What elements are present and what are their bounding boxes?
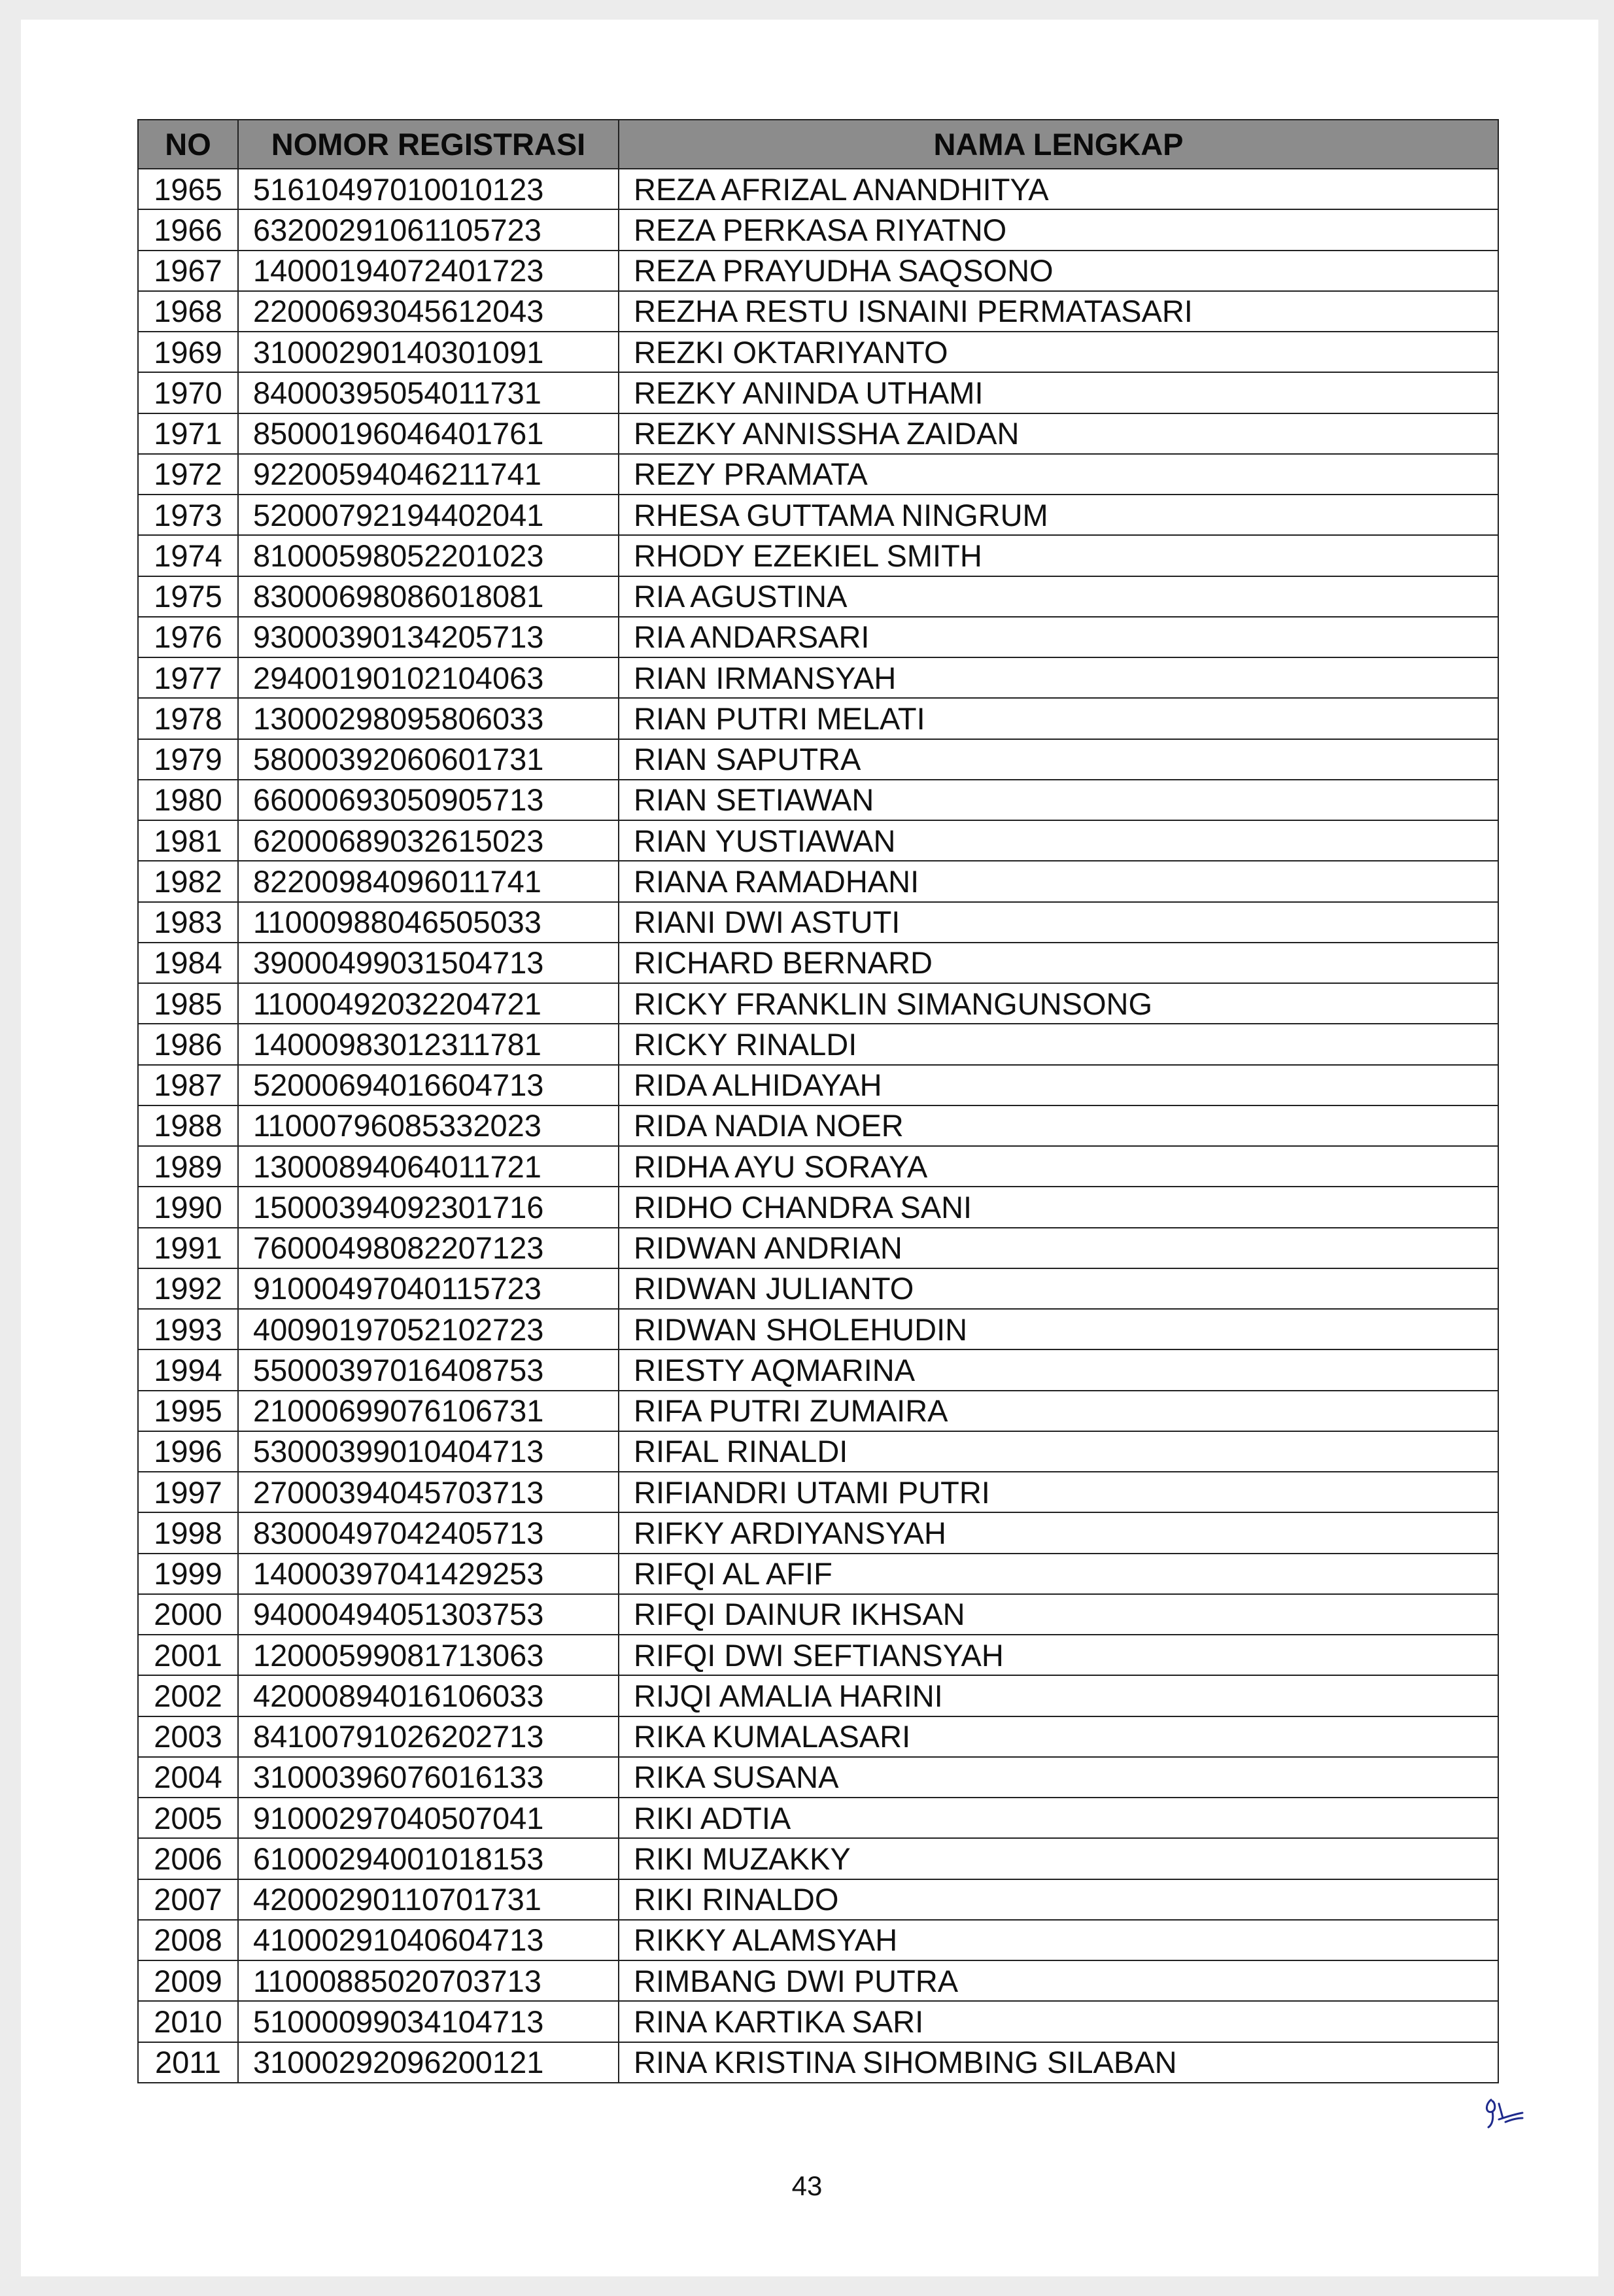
row-number-cell: 2011: [138, 2042, 238, 2083]
row-number-cell: 1992: [138, 1268, 238, 1309]
full-name-cell: RICHARD BERNARD: [619, 943, 1498, 983]
full-name-cell: REZA PRAYUDHA SAQSONO: [619, 251, 1498, 291]
table-header-row: [138, 120, 1498, 169]
full-name-cell: RIJQI AMALIA HARINI: [619, 1675, 1498, 1716]
table-row: [138, 1554, 1498, 1594]
registration-number-cell: 53000399010404713: [238, 1431, 619, 1472]
registration-number-cell: 42000894016106033: [238, 1675, 619, 1716]
registration-number-cell: 27000394045703713: [238, 1472, 619, 1512]
header-no: NO: [138, 120, 238, 169]
table-row: [138, 454, 1498, 495]
registration-number-cell: 42000290110701731: [238, 1879, 619, 1920]
registration-number-cell: 31000292096200121: [238, 2042, 619, 2083]
table-row: [138, 983, 1498, 1024]
registration-number-cell: 83000497042405713: [238, 1512, 619, 1553]
row-number-cell: 2005: [138, 1798, 238, 1838]
row-number-cell: 1990: [138, 1187, 238, 1227]
table-row: [138, 1675, 1498, 1716]
row-number-cell: 1979: [138, 739, 238, 780]
full-name-cell: RIDHO CHANDRA SANI: [619, 1187, 1498, 1227]
full-name-cell: REZHA RESTU ISNAINI PERMATASARI: [619, 291, 1498, 332]
full-name-cell: RIAN PUTRI MELATI: [619, 698, 1498, 739]
table-row: [138, 413, 1498, 454]
table-row: [138, 209, 1498, 250]
full-name-cell: RIANA RAMADHANI: [619, 861, 1498, 901]
table-row: [138, 1268, 1498, 1309]
full-name-cell: RIFA PUTRI ZUMAIRA: [619, 1391, 1498, 1431]
registration-number-cell: 13000894064011721: [238, 1146, 619, 1187]
row-number-cell: 1973: [138, 495, 238, 535]
registration-number-cell: 31000396076016133: [238, 1757, 619, 1798]
participant-table: [137, 119, 1499, 2083]
table-row: [138, 902, 1498, 943]
full-name-cell: RIKI ADTIA: [619, 1798, 1498, 1838]
full-name-cell: RICKY FRANKLIN SIMANGUNSONG: [619, 983, 1498, 1024]
row-number-cell: 1987: [138, 1065, 238, 1105]
registration-number-cell: 21000699076106731: [238, 1391, 619, 1431]
registration-number-cell: 66000693050905713: [238, 780, 619, 820]
registration-number-cell: 62000689032615023: [238, 820, 619, 861]
table-row: [138, 820, 1498, 861]
registration-number-cell: 91000297040507041: [238, 1798, 619, 1838]
row-number-cell: 1976: [138, 617, 238, 657]
table-row: [138, 1716, 1498, 1757]
row-number-cell: 2010: [138, 2001, 238, 2042]
row-number-cell: 1998: [138, 1512, 238, 1553]
full-name-cell: RINA KRISTINA SIHOMBING SILABAN: [619, 2042, 1498, 2083]
registration-number-cell: 81000598052201023: [238, 535, 619, 576]
registration-number-cell: 52000792194402041: [238, 495, 619, 535]
full-name-cell: RIFAL RINALDI: [619, 1431, 1498, 1472]
row-number-cell: 1972: [138, 454, 238, 495]
full-name-cell: RICKY RINALDI: [619, 1024, 1498, 1064]
registration-number-cell: 84100791026202713: [238, 1716, 619, 1757]
table-row: [138, 535, 1498, 576]
row-number-cell: 1985: [138, 983, 238, 1024]
full-name-cell: RIKI MUZAKKY: [619, 1838, 1498, 1879]
registration-number-cell: 11000492032204721: [238, 983, 619, 1024]
table-row: [138, 943, 1498, 983]
registration-number-cell: 55000397016408753: [238, 1349, 619, 1390]
row-number-cell: 2002: [138, 1675, 238, 1716]
full-name-cell: RIFQI AL AFIF: [619, 1554, 1498, 1594]
registration-number-cell: 15000394092301716: [238, 1187, 619, 1227]
full-name-cell: RIKA KUMALASARI: [619, 1716, 1498, 1757]
full-name-cell: RIESTY AQMARINA: [619, 1349, 1498, 1390]
registration-number-cell: 40090197052102723: [238, 1309, 619, 1349]
full-name-cell: RIKKY ALAMSYAH: [619, 1920, 1498, 1960]
full-name-cell: RIAN IRMANSYAH: [619, 657, 1498, 698]
table-row: [138, 2001, 1498, 2042]
table-row: [138, 169, 1498, 209]
table-row: [138, 1838, 1498, 1879]
table-row: [138, 332, 1498, 372]
participant-table-container: [137, 119, 1498, 2083]
registration-number-cell: 41000291040604713: [238, 1920, 619, 1960]
table-row: [138, 1105, 1498, 1146]
table-row: [138, 1349, 1498, 1390]
full-name-cell: RIAN SETIAWAN: [619, 780, 1498, 820]
row-number-cell: 1980: [138, 780, 238, 820]
table-row: [138, 1960, 1498, 2001]
full-name-cell: RIAN YUSTIAWAN: [619, 820, 1498, 861]
full-name-cell: RHODY EZEKIEL SMITH: [619, 535, 1498, 576]
table-row: [138, 1472, 1498, 1512]
full-name-cell: REZKY ANNISSHA ZAIDAN: [619, 413, 1498, 454]
row-number-cell: 1974: [138, 535, 238, 576]
row-number-cell: 1994: [138, 1349, 238, 1390]
registration-number-cell: 61000294001018153: [238, 1838, 619, 1879]
row-number-cell: 1988: [138, 1105, 238, 1146]
table-row: [138, 1228, 1498, 1268]
full-name-cell: RIFQI DWI SEFTIANSYAH: [619, 1635, 1498, 1675]
row-number-cell: 1982: [138, 861, 238, 901]
table-body: [138, 169, 1498, 2083]
table-row: [138, 1635, 1498, 1675]
table-row: [138, 1879, 1498, 1920]
full-name-cell: REZY PRAMATA: [619, 454, 1498, 495]
row-number-cell: 1999: [138, 1554, 238, 1594]
row-number-cell: 1965: [138, 169, 238, 209]
full-name-cell: RIDHA AYU SORAYA: [619, 1146, 1498, 1187]
registration-number-cell: 14000397041429253: [238, 1554, 619, 1594]
registration-number-cell: 93000390134205713: [238, 617, 619, 657]
table-row: [138, 1309, 1498, 1349]
full-name-cell: RIFIANDRI UTAMI PUTRI: [619, 1472, 1498, 1512]
registration-number-cell: 39000499031504713: [238, 943, 619, 983]
row-number-cell: 1991: [138, 1228, 238, 1268]
full-name-cell: RIFKY ARDIYANSYAH: [619, 1512, 1498, 1553]
row-number-cell: 1993: [138, 1309, 238, 1349]
registration-number-cell: 63200291061105723: [238, 209, 619, 250]
full-name-cell: RIA ANDARSARI: [619, 617, 1498, 657]
row-number-cell: 1997: [138, 1472, 238, 1512]
row-number-cell: 2001: [138, 1635, 238, 1675]
row-number-cell: 1995: [138, 1391, 238, 1431]
registration-number-cell: 14000194072401723: [238, 251, 619, 291]
registration-number-cell: 85000196046401761: [238, 413, 619, 454]
full-name-cell: RIDA NADIA NOER: [619, 1105, 1498, 1146]
table-row: [138, 617, 1498, 657]
table-row: [138, 657, 1498, 698]
row-number-cell: 1996: [138, 1431, 238, 1472]
registration-number-cell: 51000099034104713: [238, 2001, 619, 2042]
table-row: [138, 698, 1498, 739]
registration-number-cell: 22000693045612043: [238, 291, 619, 332]
table-row: [138, 372, 1498, 413]
full-name-cell: REZKY ANINDA UTHAMI: [619, 372, 1498, 413]
full-name-cell: REZA PERKASA RIYATNO: [619, 209, 1498, 250]
table-row: [138, 2042, 1498, 2083]
full-name-cell: RIAN SAPUTRA: [619, 739, 1498, 780]
table-row: [138, 1146, 1498, 1187]
full-name-cell: REZA AFRIZAL ANANDHITYA: [619, 169, 1498, 209]
registration-number-cell: 76000498082207123: [238, 1228, 619, 1268]
full-name-cell: RIKA SUSANA: [619, 1757, 1498, 1798]
header-registration-number: NOMOR REGISTRASI: [238, 120, 619, 169]
registration-number-cell: 29400190102104063: [238, 657, 619, 698]
row-number-cell: 1967: [138, 251, 238, 291]
full-name-cell: RHESA GUTTAMA NINGRUM: [619, 495, 1498, 535]
row-number-cell: 1966: [138, 209, 238, 250]
table-row: [138, 1187, 1498, 1227]
row-number-cell: 1977: [138, 657, 238, 698]
registration-number-cell: 52000694016604713: [238, 1065, 619, 1105]
table-row: [138, 861, 1498, 901]
row-number-cell: 2008: [138, 1920, 238, 1960]
registration-number-cell: 11000885020703713: [238, 1960, 619, 2001]
full-name-cell: RIKI RINALDO: [619, 1879, 1498, 1920]
registration-number-cell: 82200984096011741: [238, 861, 619, 901]
full-name-cell: RIANI DWI ASTUTI: [619, 902, 1498, 943]
registration-number-cell: 11000796085332023: [238, 1105, 619, 1146]
full-name-cell: RIDA ALHIDAYAH: [619, 1065, 1498, 1105]
registration-number-cell: 84000395054011731: [238, 372, 619, 413]
full-name-cell: RIFQI DAINUR IKHSAN: [619, 1594, 1498, 1635]
full-name-cell: RIDWAN ANDRIAN: [619, 1228, 1498, 1268]
table-row: [138, 1065, 1498, 1105]
row-number-cell: 2000: [138, 1594, 238, 1635]
row-number-cell: 2006: [138, 1838, 238, 1879]
table-row: [138, 251, 1498, 291]
registration-number-cell: 13000298095806033: [238, 698, 619, 739]
row-number-cell: 2009: [138, 1960, 238, 2001]
registration-number-cell: 58000392060601731: [238, 739, 619, 780]
table-row: [138, 1920, 1498, 1960]
paraf-signature: [1479, 2092, 1526, 2131]
row-number-cell: 1984: [138, 943, 238, 983]
registration-number-cell: 31000290140301091: [238, 332, 619, 372]
table-row: [138, 291, 1498, 332]
table-row: [138, 1798, 1498, 1838]
full-name-cell: RINA KARTIKA SARI: [619, 2001, 1498, 2042]
registration-number-cell: 83000698086018081: [238, 576, 619, 617]
table-row: [138, 1024, 1498, 1064]
table-row: [138, 1391, 1498, 1431]
header-full-name: NAMA LENGKAP: [619, 120, 1498, 169]
row-number-cell: 2003: [138, 1716, 238, 1757]
full-name-cell: RIA AGUSTINA: [619, 576, 1498, 617]
table-row: [138, 1594, 1498, 1635]
full-name-cell: REZKI OKTARIYANTO: [619, 332, 1498, 372]
row-number-cell: 2004: [138, 1757, 238, 1798]
table-row: [138, 1757, 1498, 1798]
table-row: [138, 1431, 1498, 1472]
page-number: 43: [791, 2170, 823, 2201]
row-number-cell: 1971: [138, 413, 238, 454]
registration-number-cell: 91000497040115723: [238, 1268, 619, 1309]
full-name-cell: RIDWAN SHOLEHUDIN: [619, 1309, 1498, 1349]
row-number-cell: 1970: [138, 372, 238, 413]
row-number-cell: 1968: [138, 291, 238, 332]
row-number-cell: 1975: [138, 576, 238, 617]
registration-number-cell: 92200594046211741: [238, 454, 619, 495]
table-row: [138, 739, 1498, 780]
row-number-cell: 1969: [138, 332, 238, 372]
row-number-cell: 1983: [138, 902, 238, 943]
row-number-cell: 1981: [138, 820, 238, 861]
registration-number-cell: 14000983012311781: [238, 1024, 619, 1064]
full-name-cell: RIMBANG DWI PUTRA: [619, 1960, 1498, 2001]
registration-number-cell: 11000988046505033: [238, 902, 619, 943]
row-number-cell: 1989: [138, 1146, 238, 1187]
row-number-cell: 1978: [138, 698, 238, 739]
table-row: [138, 576, 1498, 617]
registration-number-cell: 94000494051303753: [238, 1594, 619, 1635]
row-number-cell: 1986: [138, 1024, 238, 1064]
registration-number-cell: 12000599081713063: [238, 1635, 619, 1675]
table-row: [138, 780, 1498, 820]
table-row: [138, 1512, 1498, 1553]
table-row: [138, 495, 1498, 535]
registration-number-cell: 51610497010010123: [238, 169, 619, 209]
full-name-cell: RIDWAN JULIANTO: [619, 1268, 1498, 1309]
row-number-cell: 2007: [138, 1879, 238, 1920]
